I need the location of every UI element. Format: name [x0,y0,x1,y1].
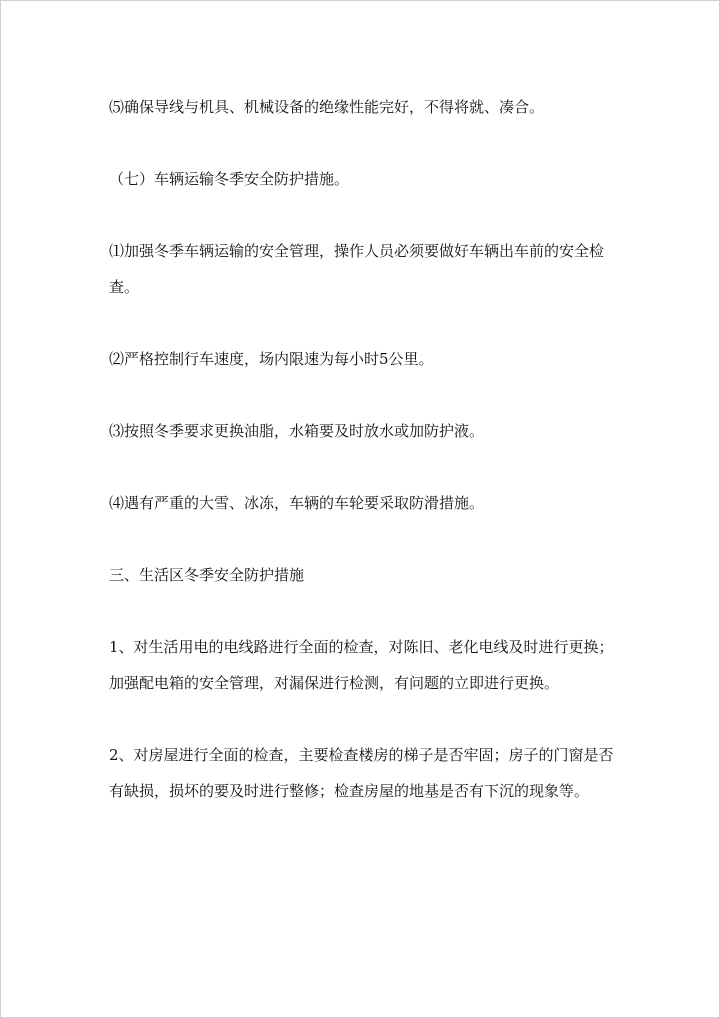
paragraph-house-inspection: 2、对房屋进行全面的检查，主要检查楼房的梯子是否牢固；房子的门窗是否有缺损，损坏的要及时进行整修；检查房屋的地基是否有下沉的现象等。 [109,746,614,800]
section-heading-living-area: 三、生活区冬季安全防护措施 [109,566,305,584]
paragraph-oil-change: ⑶按照冬季要求更换油脂，水箱要及时放水或加防护液。 [109,422,485,440]
paragraph-vehicle-management: ⑴加强冬季车辆运输的安全管理，操作人员必须要做好车辆出车前的安全检查。 [109,242,605,296]
section-heading-vehicle: （七）车辆运输冬季安全防护措施。 [109,170,350,188]
paragraph-insulation: ⑸确保导线与机具、机械设备的绝缘性能完好，不得将就、凑合。 [109,98,545,116]
paragraph-anti-skid: ⑷遇有严重的大雪、冰冻，车辆的车轮要采取防滑措施。 [109,494,485,512]
paragraph-electric-lines: 1、对生活用电的电线路进行全面的检查，对陈旧、老化电线及时进行更换；加强配电箱的安全管理，对漏保进行检测，有问题的立即进行更换。 [109,638,614,692]
paragraph-speed-control: ⑵严格控制行车速度，场内限速为每小时5公里。 [109,350,434,368]
document-body [109,89,619,809]
